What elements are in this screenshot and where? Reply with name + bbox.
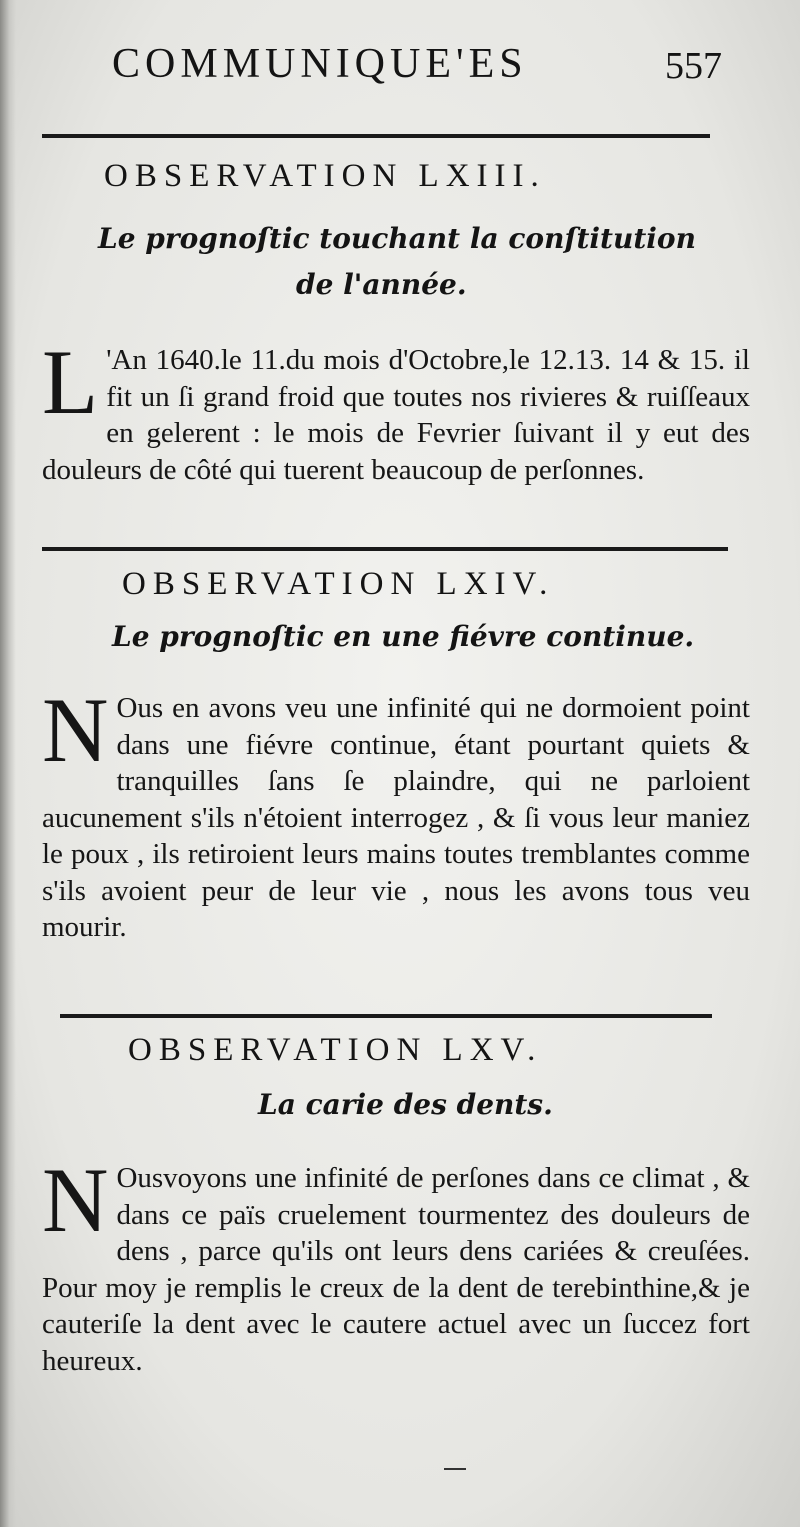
section-rule (42, 547, 728, 551)
observation-body (42, 1149, 750, 1379)
observation-body (42, 679, 750, 946)
observation-heading: OBSERVATION LXV. (128, 1032, 543, 1068)
running-head (112, 40, 722, 100)
observation-subtitle: La carie des dents. (258, 1088, 553, 1121)
gutter-shadow (0, 0, 16, 1527)
observation-heading: OBSERVATION LXIII. (104, 158, 546, 194)
observation-text: 'An 1640.le 11.du mois d'Octobre,le 12.13. 14 & 15. il fit un ſi grand froid que toutes nos rivieres & ruiſſeaux en gelerent : le mois de Fevrier ſuivant il y eut des douleurs de côté qui tuerent beaucoup de perſonnes. (42, 344, 750, 486)
running-title: COMMUNIQUE'ES (112, 41, 528, 87)
section-rule (60, 1014, 712, 1018)
observation-subtitle-continued: de l'année. (296, 268, 467, 301)
drop-cap: L (42, 331, 99, 433)
catchword-mark (444, 1468, 466, 1470)
section-rule (42, 134, 710, 138)
observation-heading: OBSERVATION LXIV. (122, 566, 555, 602)
observation-text: Ousvoyons une infinité de perſones dans ce climat , & dans ce païs cruelement tourmentez des douleurs de dens , parce qu'ils ont leurs dens cariées & creuſées. Pour moy je remplis le creux de la dent de terebinthine,& je cauteriſe la dent avec le cautere actuel avec un ſuccez fort heureux. (42, 1162, 750, 1377)
observation-subtitle: Le prognoſtic en une fiévre continue. (112, 620, 695, 653)
drop-cap: N (42, 1149, 109, 1251)
observation-body (42, 331, 750, 488)
observation-text: Ous en avons veu une infinité qui ne dormoient point dans une fiévre continue, étant pourtant quiets & tranquilles ſans ſe plaindre, qui ne parloient aucunement s'ils n'étoient interrogez , & ſi vous leur maniez le poux , ils retiroient leurs mains toutes tremblantes comme s'ils avoient peur de leur vie , nous les avons tous veu mourir. (42, 692, 750, 943)
observation-subtitle: Le prognoſtic touchant la conſtitution (98, 222, 696, 255)
drop-cap: N (42, 679, 109, 781)
page-number: 557 (665, 45, 722, 87)
